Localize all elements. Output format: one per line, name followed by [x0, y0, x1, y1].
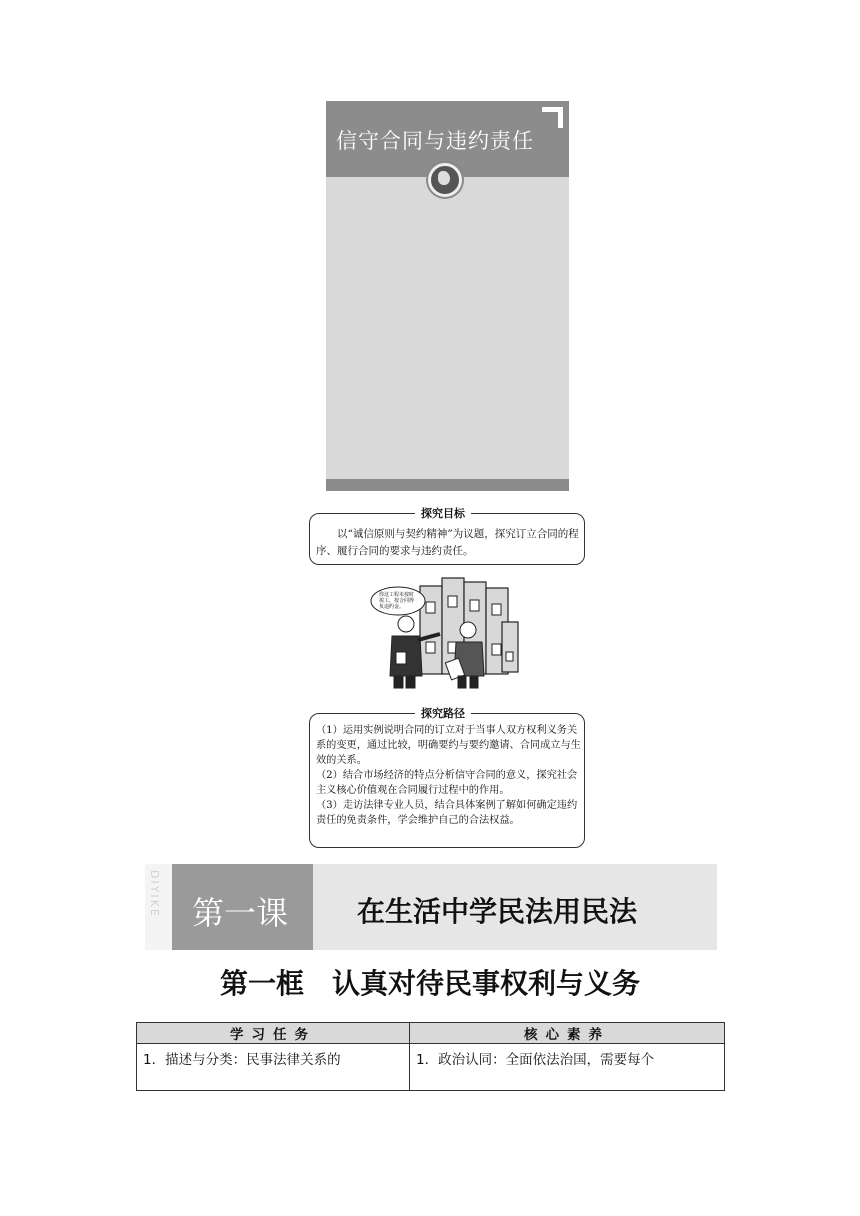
- lesson-number: 第一课: [192, 894, 289, 932]
- learning-table: [136, 1022, 725, 1091]
- corner-mark-icon: [542, 107, 563, 128]
- lesson-title: 在生活中学民法用民法: [357, 895, 638, 928]
- path-item: （1）运用实例说明合同的订立对于当事人双方权利义务关系的变更，通过比较，明确要约与要约邀请、合同成立与生效的关系。: [316, 725, 581, 766]
- table-header: 学习任务: [137, 1023, 410, 1044]
- lesson-side-text: DIYIKE: [148, 870, 161, 918]
- lesson-side-strip: [145, 864, 173, 950]
- inquiry-goal-label: 探究目标: [415, 505, 471, 521]
- table-header: 核心素养: [410, 1023, 725, 1044]
- path-item: （3）走访法律专业人员，结合具体案例了解如何确定违约责任的免责条件，学会维护自己的合法权益。: [316, 800, 578, 826]
- table-header-row: [137, 1023, 725, 1044]
- inquiry-path-label: 探究路径: [415, 705, 471, 721]
- inquiry-goal-box: [309, 507, 585, 565]
- speech-text-2: 竣工，按合同得: [379, 598, 415, 604]
- speech-text-1: 你这工程未按时: [379, 592, 415, 598]
- table-cell: 1．政治认同：全面依法治国，需要每个: [410, 1044, 725, 1091]
- cover-title: 信守合同与违约责任: [336, 129, 534, 153]
- inquiry-goal-text: 以“诚信原则与契约精神”为议题，探究订立合同的程序、履行合同的要求与违约责任。: [316, 528, 579, 557]
- table-cell: 1．描述与分类：民事法律关系的: [137, 1044, 410, 1091]
- frame-title: 第一框 认真对待民事权利与义务: [219, 967, 640, 1000]
- contract-dispute-cartoon: [370, 572, 522, 692]
- path-item: （2）结合市场经济的特点分析信守合同的意义，探究社会主义核心价值观在合同履行过程中的作用。: [316, 770, 578, 796]
- lesson-banner: [145, 864, 717, 950]
- globe-icon: [428, 163, 462, 197]
- lesson-number-block: [172, 864, 313, 950]
- speech-text-3: 负违约金。: [379, 604, 405, 610]
- inquiry-path-box: [309, 707, 585, 848]
- cover-banner: [326, 101, 569, 491]
- table-row: [137, 1044, 725, 1091]
- cover-footer-bar: [326, 479, 569, 491]
